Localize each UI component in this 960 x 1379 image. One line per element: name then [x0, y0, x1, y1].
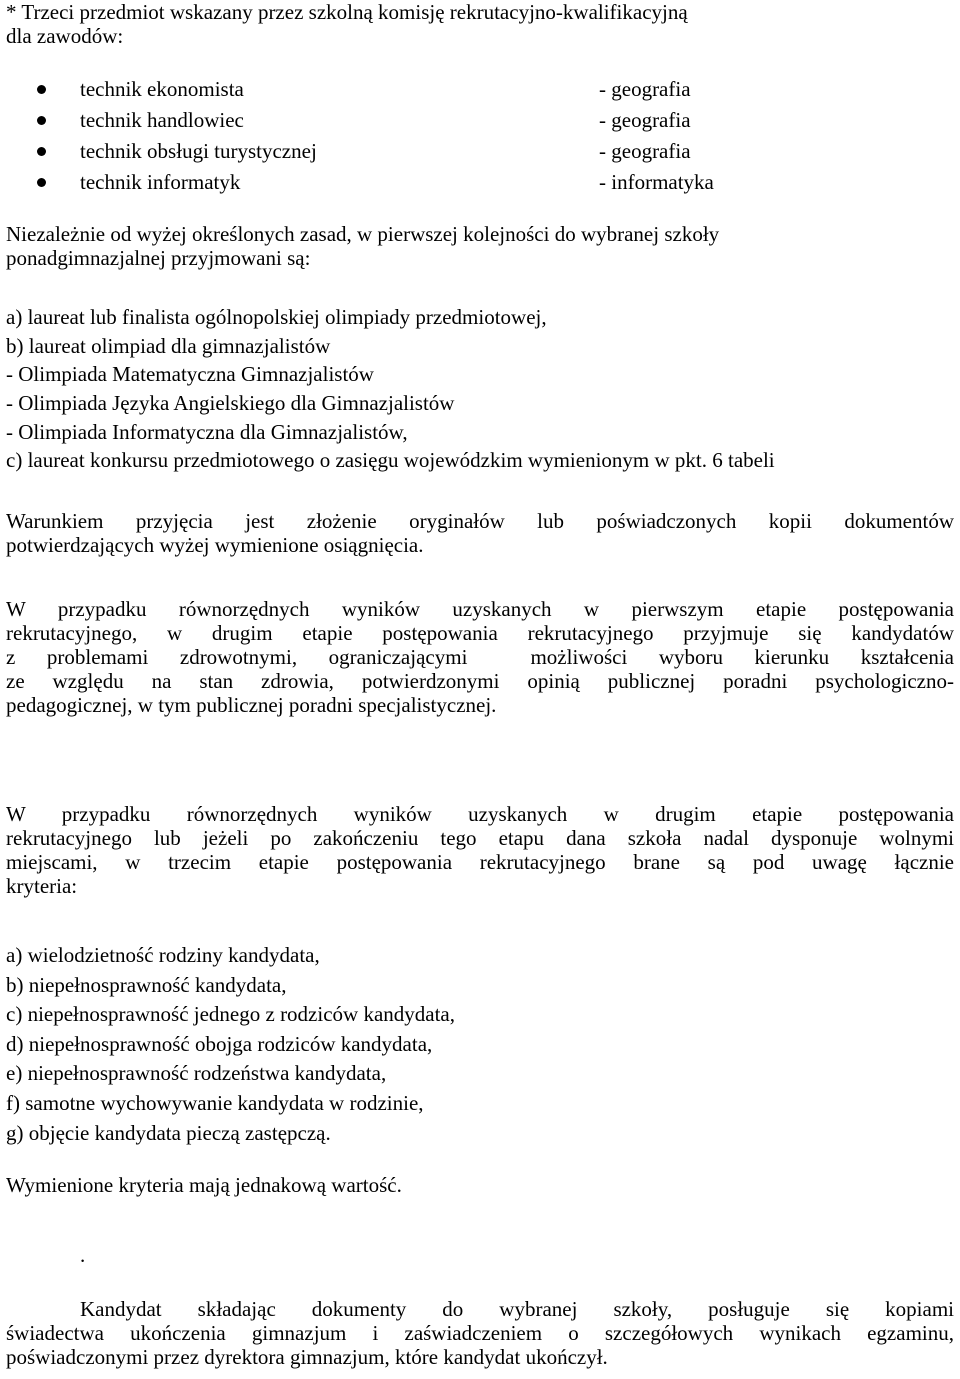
paragraph-line: W przypadku równorzędnych wyników uzyskanych w drugim etapie postępowania	[6, 802, 954, 826]
paragraph-line: pedagogicznej, w tym publicznej poradni specjalistycznej.	[6, 693, 497, 717]
list-item	[0, 170, 760, 201]
list-item: f) samotne wychowywanie kandydata w rodzinie,	[6, 1090, 424, 1115]
subject-name: - geografia	[599, 108, 691, 132]
paragraph-line: potwierdzających wyżej wymienione osiągnięcia.	[6, 533, 424, 557]
list-item: d) niepełnosprawność obojga rodziców kandydata,	[6, 1031, 433, 1056]
paragraph-line: ponadgimnazjalnej przyjmowani są:	[6, 246, 311, 270]
subject-name: - geografia	[599, 77, 691, 101]
profession-name: technik obsługi turystycznej	[80, 139, 317, 163]
laureates-list	[6, 305, 954, 477]
list-item	[0, 77, 760, 108]
intro-paragraph	[6, 0, 886, 48]
paragraph-line: rekrutacyjnego, w drugim etapie postępowania rekrutacyjnego przyjmuje się kandydatów	[6, 621, 954, 645]
profession-subject-list	[0, 77, 760, 201]
laureates-section	[6, 305, 954, 477]
documents-paragraph	[6, 1297, 954, 1369]
equal-value-note: Wymienione kryteria mają jednakową wartość.	[6, 1173, 402, 1197]
intro-line-1: * Trzeci przedmiot wskazany przez szkolną komisję rekrutacyjno-kwalifikacyjną	[6, 0, 688, 24]
list-item: - Olimpiada Języka Angielskiego dla Gimnazjalistów	[6, 391, 455, 416]
paragraph-line: ze względu na stan zdrowia, potwierdzonymi opinią publicznej poradni psychologiczno-	[6, 669, 954, 693]
list-item	[0, 139, 760, 170]
list-item: a) wielodzietność rodziny kandydata,	[6, 943, 320, 967]
list-item: - Olimpiada Informatyczna dla Gimnazjalistów,	[6, 419, 408, 444]
profession-name: technik ekonomista	[80, 77, 244, 101]
list-item: a) laureat lub finalista ogólnopolskiej olimpiady przedmiotowej,	[6, 305, 547, 329]
dot-mark: .	[80, 1243, 86, 1267]
bullet-icon	[37, 147, 46, 156]
second-stage-tie-paragraph	[6, 802, 954, 898]
first-stage-tie-paragraph	[6, 597, 954, 717]
paragraph-line: Niezależnie od wyżej określonych zasad, w pierwszej kolejności do wybranej szkoły	[6, 222, 720, 246]
paragraph-line: W przypadku równorzędnych wyników uzyskanych w pierwszym etapie postępowania	[6, 597, 954, 621]
subject-name: - geografia	[599, 139, 691, 163]
criteria-section	[6, 943, 954, 1150]
list-item: b) niepełnosprawność kandydata,	[6, 972, 287, 997]
paragraph-line: miejscami, w trzecim etapie postępowania rekrutacyjnego brane są pod uwagę łącznie	[6, 850, 954, 874]
list-item: e) niepełnosprawność rodzeństwa kandydata,	[6, 1061, 387, 1086]
priority-admission-paragraph	[6, 222, 954, 270]
list-item: g) objęcie kandydata pieczą zastępczą.	[6, 1120, 331, 1145]
paragraph-line: rekrutacyjnego lub jeżeli po zakończeniu tego etapu dana szkoła nadal dysponuje wolnymi	[6, 826, 954, 850]
list-item: c) laureat konkursu przedmiotowego o zasięgu wojewódzkim wymienionym w pkt. 6 tabeli	[6, 448, 775, 473]
bullet-icon	[37, 178, 46, 187]
paragraph-line: świadectwa ukończenia gimnazjum i zaświadczeniem o szczegółowych wynikach egzaminu,	[6, 1321, 954, 1345]
profession-name: technik handlowiec	[80, 108, 244, 132]
paragraph-line: poświadczonymi przez dyrektora gimnazjum, które kandydat ukończył.	[6, 1345, 608, 1369]
intro-line-2: dla zawodów:	[6, 24, 124, 48]
profession-name: technik informatyk	[80, 170, 241, 194]
criteria-list	[6, 943, 954, 1150]
bullet-icon	[37, 116, 46, 125]
bullet-icon	[37, 85, 46, 94]
list-item: - Olimpiada Matematyczna Gimnazjalistów	[6, 362, 374, 387]
paragraph-line: Warunkiem przyjęcia jest złożenie oryginałów lub poświadczonych kopii dokumentów	[6, 509, 954, 533]
paragraph-line: z problemami zdrowotnymi, ograniczającymi możliwości wyboru kierunku kształcenia	[6, 645, 954, 669]
list-item: c) niepełnosprawność jednego z rodziców kandydata,	[6, 1002, 455, 1027]
list-item: b) laureat olimpiad dla gimnazjalistów	[6, 333, 331, 358]
paragraph-line: kryteria:	[6, 874, 78, 898]
list-item	[0, 108, 760, 139]
condition-paragraph	[6, 509, 954, 557]
subject-name: - informatyka	[599, 170, 714, 194]
paragraph-line: Kandydat składając dokumenty do wybranej szkoły, posługuje się kopiami	[80, 1297, 954, 1321]
